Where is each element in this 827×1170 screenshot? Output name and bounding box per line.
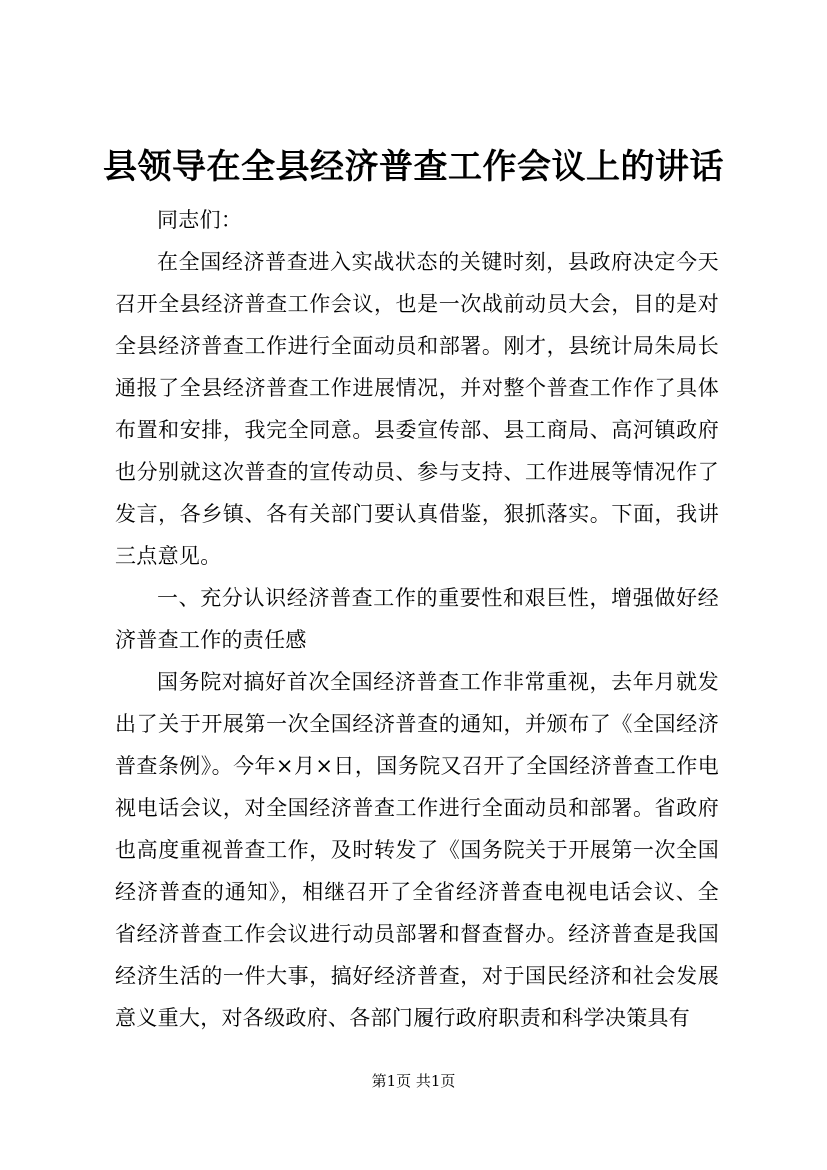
document-title: 县领导在全县经济普查工作会议上的讲话 (103, 147, 724, 187)
salutation: 同志们： (157, 208, 243, 232)
paragraph-intro: 在全国经济普查进入实战状态的关键时刻，县政府决定今天召开全县经济普查工作会议，也是一次战前动员大会，目的是对全县经济普查工作进行全面动员和部署。刚才，县统计局朱局长通报了全县经济普查工作进展情况，并对整个普查工作作了具体布置和安排，我完全同意。县委宣传部、县工商局、高河镇政府也分别就这次普查的宣传动员、参与支持、工作进展等情况作了发言，各乡镇、各有关部门要认真借鉴，狠抓落实。下面，我讲三点意见。 (115, 250, 719, 568)
paragraph-section-1: 国务院对搞好首次全国经济普查工作非常重视，去年月就发出了关于开展第一次全国经济普查的通知，并颁布了《全国经济普查条例》。今年×月×日，国务院又召开了全国经济普查工作电视电话会议，对全国经济普查工作进行全面动员和部署。省政府也高度重视普查工作，及时转发了《国务院关于开展第一次全国经济普查的通知》，相继召开了全省经济普查电视电话会议、全省经济普查工作会议进行动员部署和督查督办。经济普查是我国经济生活的一件大事，搞好经济普查，对于国民经济和社会发展意义重大，对各级政府、各部门履行政府职责和科学决策具有 (115, 670, 719, 1030)
page-number-footer: 第1页 共1页 (371, 1072, 456, 1090)
section-heading-1: 一、充分认识经济普查工作的重要性和艰巨性，增强做好经济普查工作的责任感 (115, 586, 719, 652)
document-body (115, 199, 719, 1039)
